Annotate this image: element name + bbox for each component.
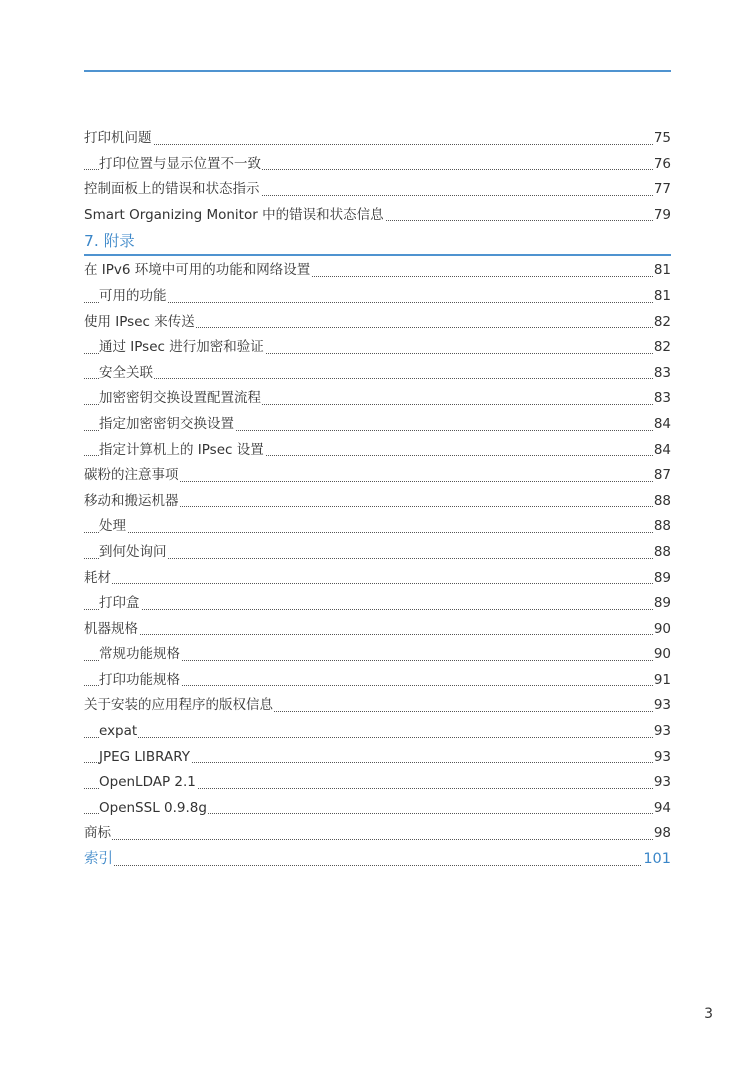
toc-entry-label: 可用的功能 [99,287,167,304]
toc-group-after [84,258,671,847]
toc-entry-page: 88 [653,514,671,540]
toc-entry-page: 89 [653,591,671,617]
toc-entry-page: 79 [653,203,671,229]
toc-entry[interactable] [84,719,671,745]
toc-entry-page: 81 [653,284,671,310]
toc-entry[interactable] [84,386,671,412]
chapter-number: 7. [84,232,99,251]
toc-entry-label: JPEG LIBRARY [99,748,190,765]
chapter-title: 附录 [103,232,135,251]
dot-leader [84,583,671,584]
toc-entry-index[interactable] [84,847,671,873]
toc-entry-page: 93 [653,719,671,745]
dot-leader [84,558,671,559]
toc-entry[interactable] [84,412,671,438]
toc-entry-page: 76 [653,152,671,178]
dot-leader [84,532,671,533]
dot-leader [84,839,671,840]
toc-entry-label: 碳粉的注意事项 [84,467,179,484]
toc-entry-label: 打印盒 [99,595,140,612]
toc-entry[interactable] [84,796,671,822]
toc-entry-label: 索引 [84,851,113,868]
toc-entry-page: 90 [653,642,671,668]
toc-entry-page: 91 [653,668,671,694]
toc-entry[interactable] [84,310,671,336]
toc-entry-label: 在 IPv6 环境中可用的功能和网络设置 [84,262,311,279]
page-number: 3 [704,1006,713,1022]
toc-entry-label: 指定计算机上的 IPsec 设置 [99,441,264,458]
toc-entry-page: 93 [653,693,671,719]
toc-entry-label: 打印功能规格 [99,671,180,688]
toc-entry-label: 关于安装的应用程序的版权信息 [84,697,273,714]
dot-leader [84,737,671,738]
dot-leader [84,378,671,379]
toc-entry-label: Smart Organizing Monitor 中的错误和状态信息 [84,206,384,223]
toc-entry-page: 89 [653,566,671,592]
toc-entry-label: 打印机问题 [84,130,152,146]
toc-entry-label: 移动和搬运机器 [84,492,179,509]
toc-entry[interactable] [84,821,671,847]
toc-entry[interactable] [84,258,671,284]
toc-entry[interactable] [84,745,671,771]
chapter-heading[interactable] [84,228,671,256]
table-of-contents [84,126,671,873]
toc-entry-page: 82 [653,310,671,336]
toc-entry-page: 101 [642,847,671,873]
toc-entry-page: 88 [653,540,671,566]
toc-entry[interactable] [84,591,671,617]
toc-entry-label: 处理 [99,518,126,535]
toc-entry-label: 到何处询问 [99,543,167,560]
toc-entry-label: 机器规格 [84,620,138,637]
toc-entry-page: 82 [653,335,671,361]
toc-entry-page: 98 [653,821,671,847]
toc-entry-page: 75 [653,126,671,152]
toc-entry[interactable] [84,540,671,566]
toc-entry-page: 90 [653,617,671,643]
toc-entry-label: 商标 [84,825,111,842]
dot-leader [84,144,671,145]
toc-entry[interactable] [84,361,671,387]
toc-entry[interactable] [84,566,671,592]
toc-entry-label: 指定加密密钥交换设置 [99,415,234,432]
toc-entry-label: 控制面板上的错误和状态指示 [84,181,260,198]
header-rule [84,70,671,72]
toc-entry-page: 84 [653,412,671,438]
toc-entry[interactable] [84,489,671,515]
toc-entry-page: 87 [653,463,671,489]
toc-entry-label: 打印位置与显示位置不一致 [99,155,261,172]
dot-leader [84,609,671,610]
toc-entry[interactable] [84,668,671,694]
dot-leader [84,302,671,303]
toc-entry[interactable] [84,284,671,310]
toc-entry-label: 使用 IPsec 来传送 [84,313,195,330]
toc-entry[interactable] [84,177,671,203]
toc-entry-page: 83 [653,386,671,412]
toc-entry[interactable] [84,335,671,361]
toc-entry-label: expat [99,723,138,740]
toc-entry-page: 81 [653,258,671,284]
toc-entry-page: 84 [653,438,671,464]
toc-entry-label: 加密密钥交换设置配置流程 [99,390,261,407]
toc-entry-label: OpenLDAP 2.1 [99,774,196,791]
toc-entry[interactable] [84,642,671,668]
toc-entry[interactable] [84,152,671,178]
toc-entry[interactable] [84,438,671,464]
dot-leader [84,634,671,635]
toc-entry-page: 77 [653,177,671,203]
toc-group-before [84,126,671,228]
toc-entry[interactable] [84,693,671,719]
toc-entry-label: 常规功能规格 [99,646,180,663]
toc-entry-page: 94 [653,796,671,822]
toc-entry[interactable] [84,126,671,152]
toc-entry[interactable] [84,617,671,643]
toc-entry-label: 安全关联 [99,364,153,381]
toc-entry-label: 耗材 [84,569,111,586]
toc-entry-label: 通过 IPsec 进行加密和验证 [99,339,264,356]
toc-entry-page: 88 [653,489,671,515]
toc-entry-label: OpenSSL 0.9.8g [99,799,207,816]
toc-entry-page: 93 [653,770,671,796]
dot-leader [84,865,671,866]
toc-entry-page: 83 [653,361,671,387]
toc-entry[interactable] [84,463,671,489]
toc-entry-page: 93 [653,745,671,771]
toc-entry[interactable] [84,770,671,796]
toc-entry[interactable] [84,203,671,229]
toc-entry[interactable] [84,514,671,540]
